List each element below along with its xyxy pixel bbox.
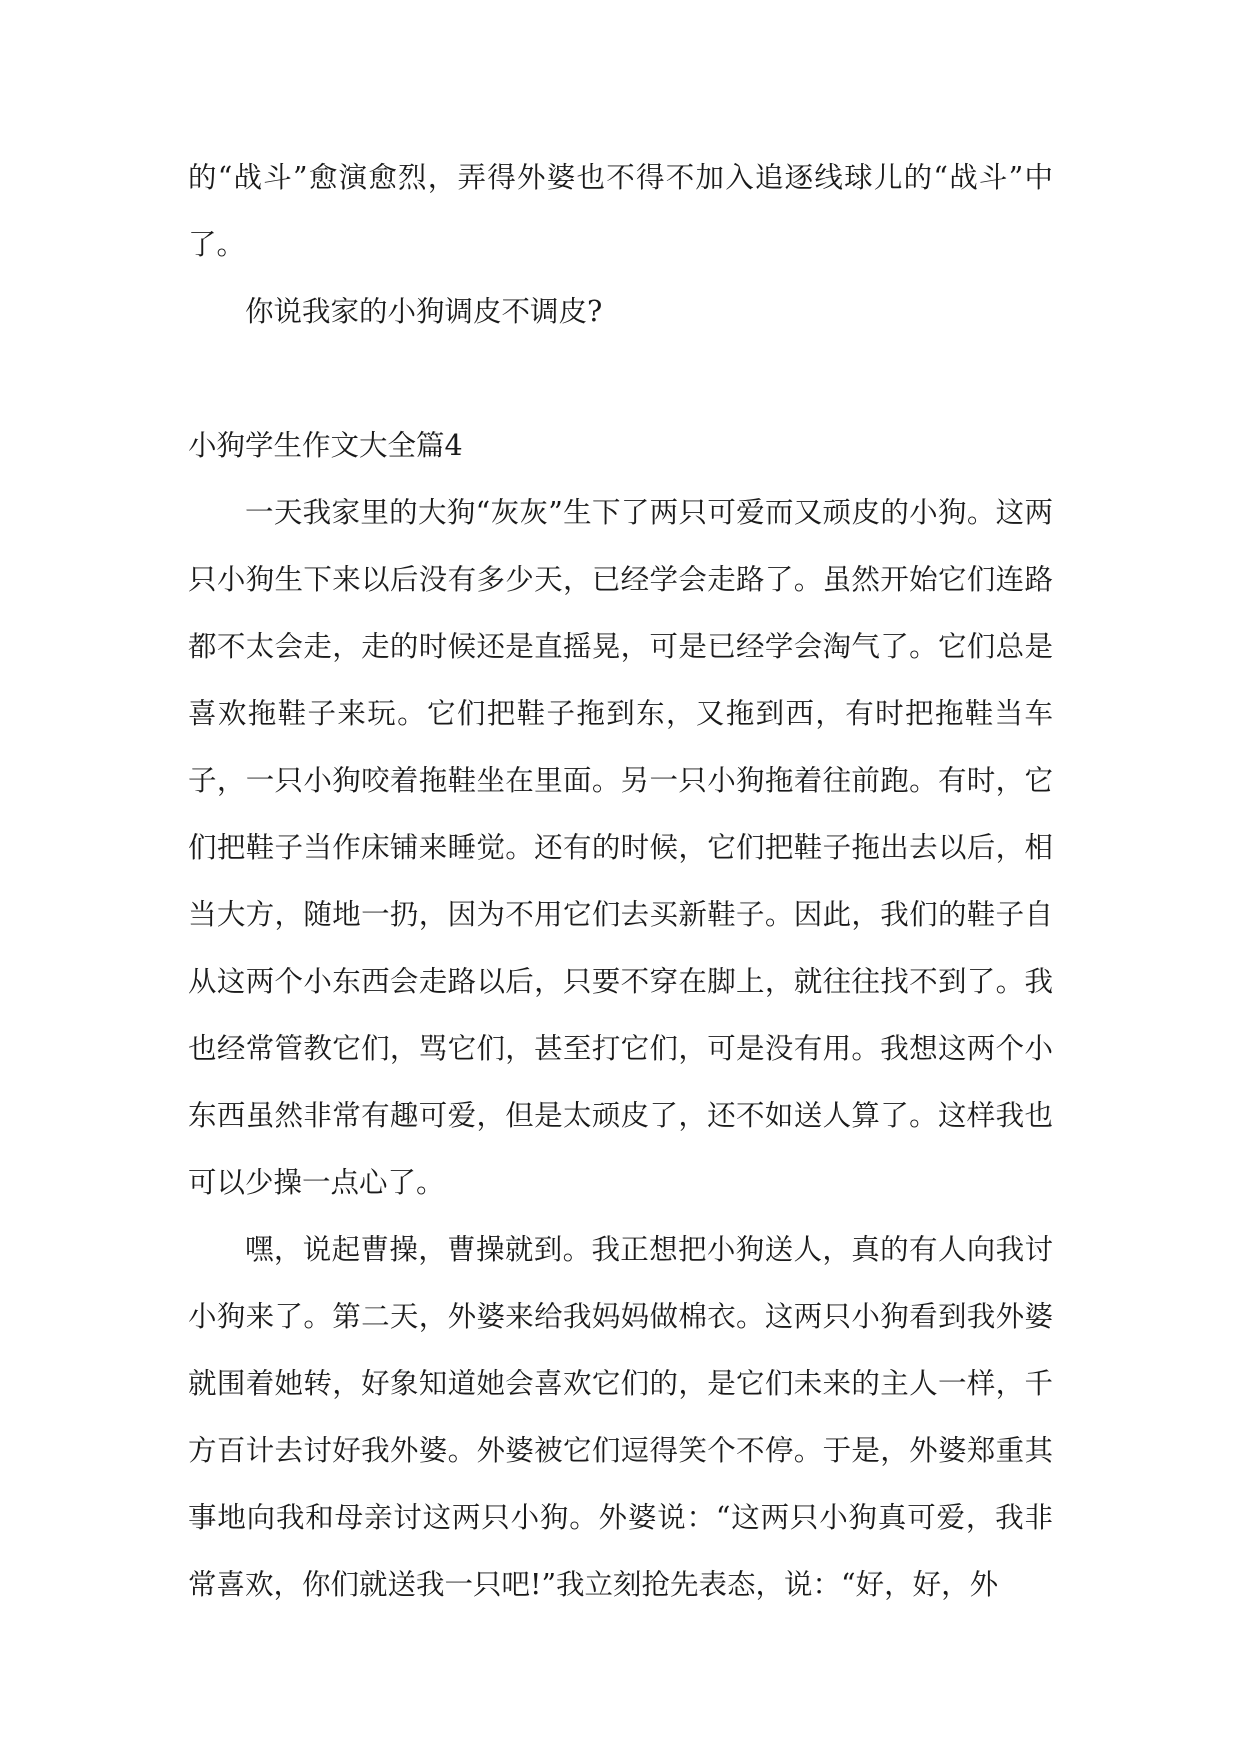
body-paragraph-1: 一天我家里的大狗“灰灰”生下了两只可爱而又顽皮的小狗。这两只小狗生下来以后没有多少天，已经学会走路了。虽然开始它们连路都不太会走，走的时候还是直摇晃，可是已经学会淘气了。它们总是喜欢拖鞋子来玩。它们把鞋子拖到东，又拖到西，有时把拖鞋当车子，一只小狗咬着拖鞋坐在里面。另一只小狗拖着往前跑。有时，它们把鞋子当作床铺来睡觉。还有的时候，它们把鞋子拖出去以后，相当大方，随地一扔，因为不用它们去买新鞋子。因此，我们的鞋子自从这两个小东西会走路以后，只要不穿在脚上，就往往找不到了。我也经常管教它们，骂它们，甚至打它们，可是没有用。我想这两个小东西虽然非常有趣可爱，但是太顽皮了，还不如送人算了。这样我也可以少操一点心了。 [188,496,1053,1199]
continuation-paragraph: 的“战斗”愈演愈烈，弄得外婆也不得不加入追逐线球儿的“战斗”中了。 [188,161,1053,261]
document-body [188,144,1053,1618]
section-spacer [188,345,1053,412]
body-paragraph-2: 嘿，说起曹操，曹操就到。我正想把小狗送人，真的有人向我讨小狗来了。第二天，外婆来给我妈妈做棉衣。这两只小狗看到我外婆就围着她转，好象知道她会喜欢它们的，是它们未来的主人一样，千方百计去讨好我外婆。外婆被它们逗得笑个不停。于是，外婆郑重其事地向我和母亲讨这两只小狗。外婆说：“这两只小狗真可爱，我非常喜欢，你们就送我一只吧!”我立刻抢先表态，说：“好，好，外 [188,1233,1053,1601]
closing-paragraph: 你说我家的小狗调皮不调皮? [245,295,603,328]
section-title: 小狗学生作文大全篇4 [188,429,463,462]
